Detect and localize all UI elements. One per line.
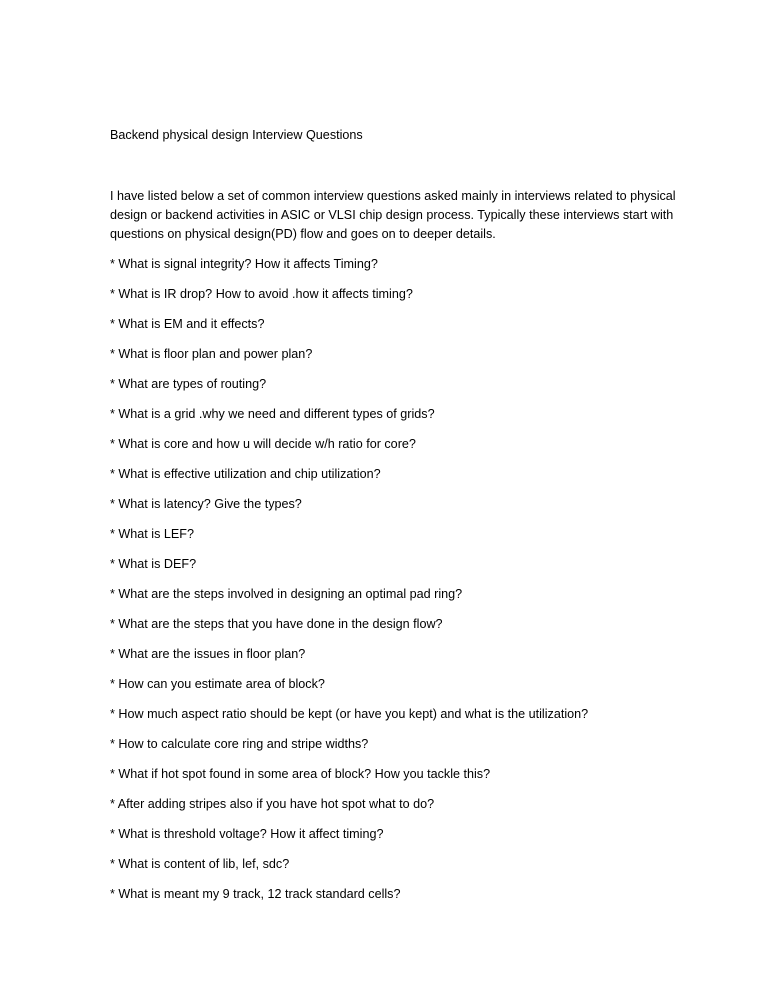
question-item: * What is a grid .why we need and different types of grids?	[110, 407, 435, 421]
question-item: * What is floor plan and power plan?	[110, 347, 313, 361]
question-item: * What is DEF?	[110, 557, 197, 571]
intro-paragraph: I have listed below a set of common interview questions asked mainly in interviews related to physical design or backend activities in ASIC or VLSI chip design process. Typically these interviews start with questions on physical design(PD) flow and goes on to deeper details.	[110, 189, 676, 241]
question-item: * What are types of routing?	[110, 377, 267, 391]
question-item: * What is effective utilization and chip utilization?	[110, 467, 381, 481]
question-item: * What are the issues in floor plan?	[110, 647, 306, 661]
question-item: * After adding stripes also if you have hot spot what to do?	[110, 797, 435, 811]
question-item: * What is EM and it effects?	[110, 317, 265, 331]
question-item: * What is core and how u will decide w/h ratio for core?	[110, 437, 416, 451]
question-item: * How to calculate core ring and stripe widths?	[110, 737, 369, 751]
question-item: * How can you estimate area of block?	[110, 677, 325, 691]
question-item: * What are the steps that you have done in the design flow?	[110, 617, 443, 631]
question-item: * What if hot spot found in some area of block? How you tackle this?	[110, 767, 491, 781]
document-body	[110, 126, 710, 915]
question-item: * How much aspect ratio should be kept (or have you kept) and what is the utilization?	[110, 707, 589, 721]
question-item: * What is threshold voltage? How it affect timing?	[110, 827, 384, 841]
question-list	[110, 255, 710, 915]
question-item: * What is LEF?	[110, 527, 194, 541]
question-item: * What is IR drop? How to avoid .how it affects timing?	[110, 287, 413, 301]
question-item: * What is content of lib, lef, sdc?	[110, 857, 290, 871]
document-title: Backend physical design Interview Questions	[110, 128, 363, 142]
question-item: * What is signal integrity? How it affects Timing?	[110, 257, 378, 271]
question-item: * What are the steps involved in designing an optimal pad ring?	[110, 587, 463, 601]
question-item: * What is meant my 9 track, 12 track standard cells?	[110, 887, 401, 901]
question-item: * What is latency? Give the types?	[110, 497, 302, 511]
